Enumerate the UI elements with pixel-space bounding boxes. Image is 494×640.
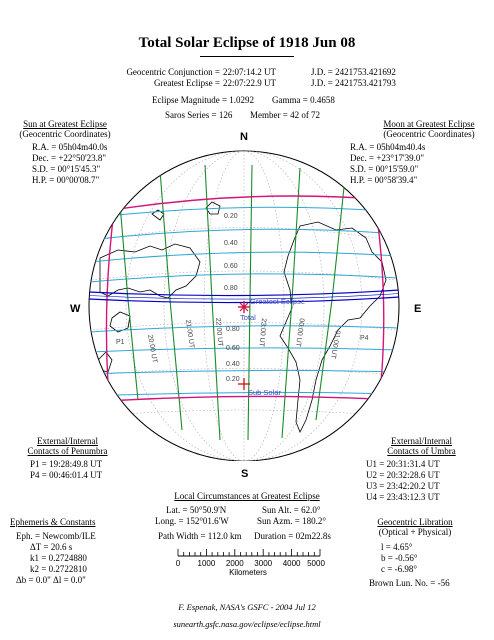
penumbra-subheading: Contacts of Penumbra — [27, 446, 108, 456]
penumbra-contacts — [30, 459, 102, 481]
scale-tick-label: 0 — [175, 559, 181, 568]
scale-tick-label: 5000 — [307, 559, 325, 568]
scale-tick-label: 2000 — [225, 559, 244, 568]
brown-lunation-number: Brown Lun. No. = -56 — [369, 578, 450, 588]
saros-member: Member = 42 of 72 — [250, 110, 321, 120]
p4-label: P4 — [360, 335, 369, 342]
scale-unit-label: Kilometers — [229, 568, 267, 577]
ephemeris-eph: Eph. = Newcomb/ILE — [16, 531, 96, 541]
p1-label: P1 — [116, 339, 125, 346]
total-label: Total — [240, 313, 256, 322]
umbra-contacts — [366, 459, 440, 503]
subsolar-label: Sub Solar — [248, 388, 281, 397]
time-label: 23:00 UT — [257, 317, 267, 348]
credit-author: F. Espenak, NASA's GSFC - 2004 Jul 12 — [178, 602, 316, 612]
libration-c: c = -6.98° — [381, 564, 417, 574]
greatest-eclipse-label: Greatest Eclipse = — [153, 78, 220, 88]
ephemeris-k2: k2 = 0.2722810 — [30, 564, 87, 574]
time-label: 20:00 UT — [146, 334, 158, 364]
magnitude-label: 0.20 — [224, 213, 238, 220]
local-lat: Lat. = 50°50.9'N — [166, 505, 227, 515]
local-duration: Duration = 02m22.8s — [254, 531, 331, 541]
greatest-eclipse-label: Greatest Eclipse — [250, 297, 306, 306]
local-sun-azm: Sun Azm. = 180.2° — [257, 516, 326, 526]
contact-u2: U2 = 20:32:28.6 UT — [366, 470, 440, 480]
sun-sd: S.D. = 00°15'45.3" — [32, 164, 101, 174]
ephemeris-k1: k1 = 0.2724880 — [30, 553, 87, 563]
greatest-eclipse-jd: J.D. = 2421753.421793 — [311, 78, 396, 88]
umbra-subheading: Contacts of Umbra — [387, 446, 456, 456]
libration-heading: Geocentric Libration — [377, 517, 453, 527]
scale-tick-label: 1000 — [197, 559, 216, 568]
page-title: Total Solar Eclipse of 1918 Jun 08 — [138, 35, 356, 51]
north-label: N — [240, 131, 248, 143]
moon-ra: R.A. = 05h04m40.4s — [350, 142, 426, 152]
local-long: Long. = 152°01.6'W — [155, 516, 229, 526]
local-path-width: Path Width = 112.0 km — [158, 531, 242, 541]
libration-values — [381, 542, 417, 575]
local-circumstances-heading: Local Circumstances at Greatest Eclipse — [174, 491, 320, 501]
south-label: S — [241, 468, 249, 480]
gamma-value: Gamma = 0.4658 — [272, 95, 335, 105]
sun-subheading: (Geocentric Coordinates) — [19, 129, 111, 139]
credit-url: sunearth.gsfc.nasa.gov/eclipse/eclipse.html — [173, 619, 321, 629]
ephemeris-delta-t: ΔT = 20.6 s — [30, 542, 73, 552]
contact-u4: U4 = 23:43:12.3 UT — [366, 492, 440, 502]
time-label: 21:00 UT — [184, 319, 195, 349]
conjunction-jd: J.D. = 2421753.421692 — [311, 67, 396, 77]
libration-subheading: (Optical + Physical) — [378, 527, 452, 537]
west-label: W — [70, 303, 81, 315]
saros-series: Saros Series = 126 — [165, 110, 233, 120]
contact-u1: U1 = 20:31:31.4 UT — [366, 459, 440, 469]
east-label: E — [414, 303, 422, 315]
magnitude-label: 0.40 — [224, 240, 238, 247]
sun-ra: R.A. = 05h04m40.0s — [32, 142, 108, 152]
magnitude-label: 0.80 — [224, 285, 238, 292]
time-label: 22:00 UT — [214, 317, 224, 347]
scale-tick-label: 3000 — [254, 559, 273, 568]
time-label: 01:00 UT — [329, 329, 341, 360]
conjunction-time: 22:07:14.2 UT — [223, 67, 276, 77]
libration-l: l = 4.65° — [381, 542, 413, 552]
distance-scale-bar — [170, 546, 326, 578]
moon-heading: Moon at Greatest Eclipse — [383, 119, 475, 129]
libration-b: b = -0.56° — [381, 553, 418, 563]
sun-hp: H.P. = 00°00'08.7" — [32, 175, 100, 185]
local-sun-alt: Sun Alt. = 62.0° — [262, 505, 321, 515]
magnitude-label: 0.40 — [226, 361, 240, 368]
moon-dec: Dec. = +23°17'39.0" — [350, 153, 425, 163]
scale-tick-label: 4000 — [282, 559, 301, 568]
ephemeris-values — [16, 531, 96, 586]
time-label: 00:00 UT — [294, 317, 305, 348]
title-underline — [200, 56, 294, 57]
moon-sd: S.D. = 00°15'59.0" — [350, 164, 419, 174]
moon-subheading: (Geocentric Coordinates) — [383, 129, 475, 139]
magnitude-label: 0.60 — [224, 263, 238, 270]
ephemeris-heading: Ephemeris & Constants — [10, 517, 96, 527]
eclipse-magnitude: Eclipse Magnitude = 1.0292 — [152, 95, 255, 105]
contact-u3: U3 = 23:42:20.2 UT — [366, 481, 440, 491]
conjunction-label: Geocentric Conjunction = — [126, 67, 220, 77]
greatest-eclipse-time: 22:07:22.9 UT — [223, 78, 276, 88]
magnitude-label: 0.60 — [226, 345, 240, 352]
penumbra-heading: External/Internal — [37, 436, 98, 446]
magnitude-label: 0.80 — [226, 326, 240, 333]
eclipse-globe-map — [88, 143, 406, 461]
magnitude-label: 0.20 — [226, 376, 240, 383]
contact-p1: P1 = 19:28:49.8 UT — [30, 459, 103, 469]
moon-hp: H.P. = 00°58'39.4" — [350, 175, 418, 185]
sun-dec: Dec. = +22°50'23.8" — [32, 153, 107, 163]
umbra-heading: External/Internal — [391, 436, 452, 446]
ephemeris-delta-b-l: Δb = 0.0" Δl = 0.0" — [16, 575, 86, 585]
contact-p4: P4 = 00:46:01.4 UT — [30, 470, 103, 480]
sun-heading: Sun at Greatest Eclipse — [23, 119, 107, 129]
